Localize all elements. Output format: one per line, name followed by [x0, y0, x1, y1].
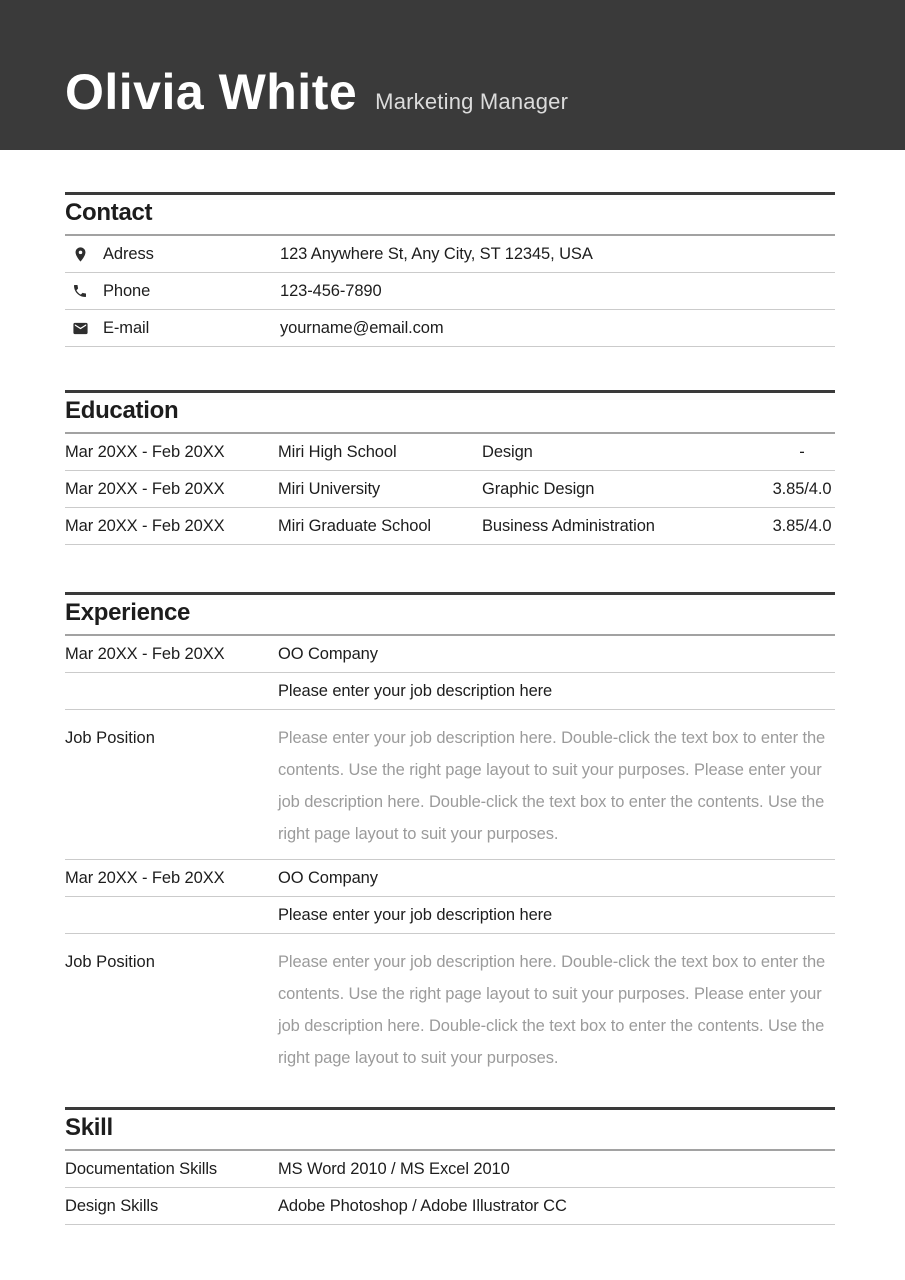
education-row [65, 434, 835, 471]
education-gpa: 3.85/4.0 [772, 516, 832, 535]
education-section [65, 390, 835, 545]
experience-company-row [65, 636, 835, 673]
skill-label: Documentation Skills [65, 1159, 218, 1178]
experience-period: Mar 20XX - Feb 20XX [65, 868, 225, 887]
job-title: Marketing Manager [375, 89, 569, 114]
company-name: OO Company [278, 644, 378, 663]
skill-row [65, 1151, 835, 1188]
job-summary: Please enter your job description here [278, 905, 553, 924]
contact-section [65, 192, 835, 347]
skill-heading: Skill [65, 1110, 835, 1151]
contact-value: yourname@email.com [280, 318, 444, 337]
education-school: Miri High School [278, 442, 397, 461]
education-row [65, 471, 835, 508]
envelope-icon [65, 320, 103, 337]
education-gpa: 3.85/4.0 [772, 479, 832, 498]
experience-summary-row [65, 897, 835, 934]
education-major: Business Administration [482, 516, 655, 535]
contact-heading: Contact [65, 195, 835, 236]
skill-value: MS Word 2010 / MS Excel 2010 [278, 1159, 510, 1178]
job-position-label: Job Position [65, 953, 155, 971]
contact-value: 123-456-7890 [280, 281, 382, 300]
job-description: Please enter your job description here. Double-click the text box to enter the contents. Use the right page layout to suit your purposes. Please enter your job description here. Double-click the text box to enter the contents. Use the right page layout to suit your purposes. [278, 729, 826, 843]
experience-summary-row [65, 673, 835, 710]
experience-period: Mar 20XX - Feb 20XX [65, 644, 225, 663]
experience-position-row [65, 934, 835, 1083]
skill-value: Adobe Photoshop / Adobe Illustrator CC [278, 1196, 567, 1215]
education-school: Miri University [278, 479, 381, 498]
education-period: Mar 20XX - Feb 20XX [65, 516, 225, 535]
company-name: OO Company [278, 868, 378, 887]
contact-label: E-mail [103, 318, 150, 337]
education-school: Miri Graduate School [278, 516, 431, 535]
education-major: Design [482, 442, 533, 461]
resume-body [0, 192, 905, 1225]
education-major: Graphic Design [482, 479, 595, 498]
phone-icon [65, 283, 103, 299]
contact-label: Adress [103, 244, 154, 263]
education-heading: Education [65, 393, 835, 434]
experience-company-row [65, 860, 835, 897]
education-gpa: - [799, 442, 805, 461]
experience-heading: Experience [65, 595, 835, 636]
job-position-label: Job Position [65, 729, 155, 747]
contact-value: 123 Anywhere St, Any City, ST 12345, USA [280, 244, 593, 263]
contact-row [65, 273, 835, 310]
contact-row [65, 310, 835, 347]
resume-header [0, 0, 905, 150]
experience-position-row [65, 710, 835, 860]
person-name: Olivia White [65, 64, 358, 120]
skill-label: Design Skills [65, 1196, 159, 1215]
skill-section [65, 1107, 835, 1225]
experience-section [65, 592, 835, 1083]
contact-row [65, 236, 835, 273]
location-pin-icon [65, 246, 103, 263]
job-summary: Please enter your job description here [278, 681, 553, 700]
education-period: Mar 20XX - Feb 20XX [65, 479, 225, 498]
education-row [65, 508, 835, 545]
job-description: Please enter your job description here. Double-click the text box to enter the contents. Use the right page layout to suit your purposes. Please enter your job description here. Double-click the text box to enter the contents. Use the right page layout to suit your purposes. [278, 953, 826, 1067]
education-period: Mar 20XX - Feb 20XX [65, 442, 225, 461]
skill-row [65, 1188, 835, 1225]
contact-label: Phone [103, 281, 151, 300]
